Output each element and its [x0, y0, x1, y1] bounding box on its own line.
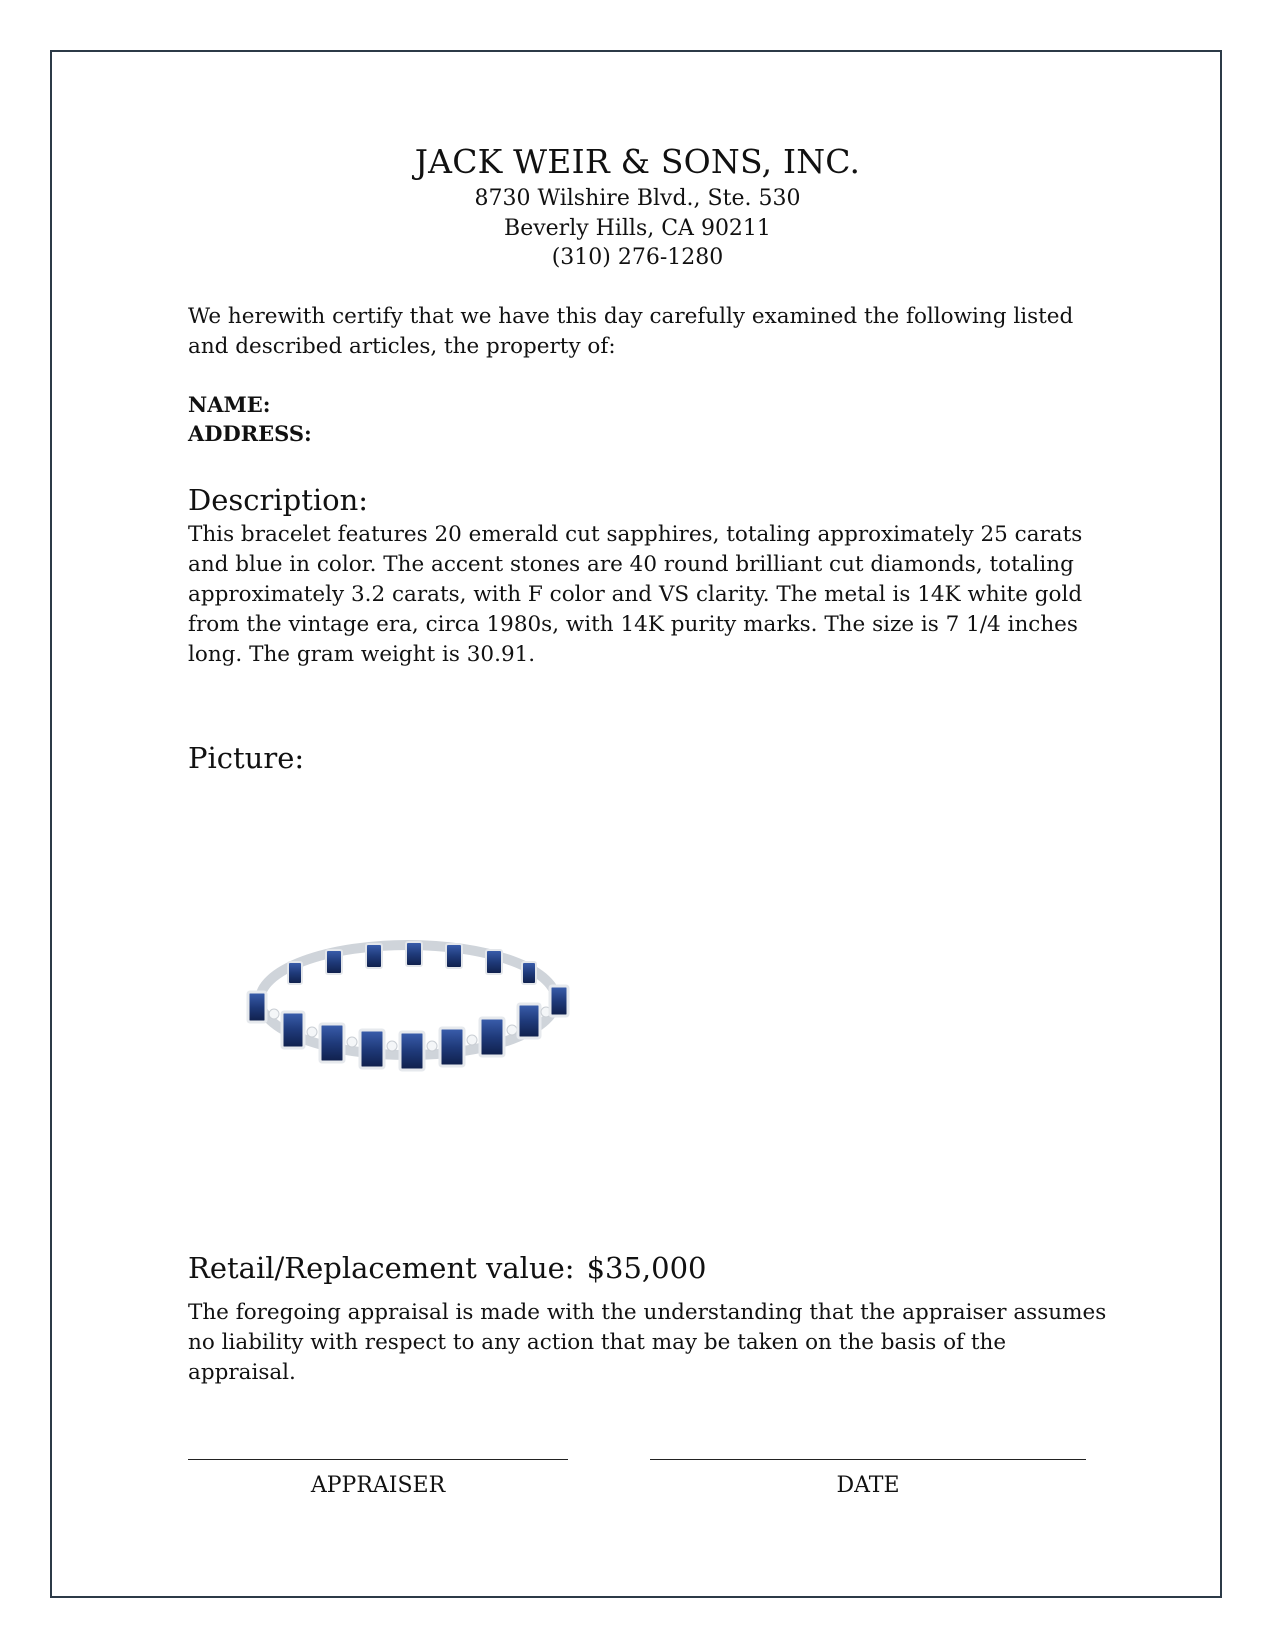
date-signature-line — [650, 1459, 1086, 1460]
company-phone: (310) 276-1280 — [551, 245, 724, 270]
bracelet-back-stones — [288, 942, 536, 984]
certification-text: We herewith certify that we have this day carefully examined the following listed and described articles, the property of: — [188, 304, 1074, 359]
date-label: DATE — [836, 1473, 900, 1498]
bracelet-image — [238, 920, 578, 1100]
company-name: JACK WEIR & SONS, INC. — [414, 142, 861, 181]
company-address-line1: 8730 Wilshire Blvd., Ste. 530 — [474, 186, 801, 211]
picture-heading: Picture: — [188, 741, 305, 775]
company-address-line2: Beverly Hills, CA 90211 — [504, 216, 771, 241]
name-label: NAME: — [188, 392, 271, 417]
appraiser-label: APPRAISER — [310, 1473, 446, 1498]
valuation — [188, 1250, 707, 1286]
address-label: ADDRESS: — [188, 421, 312, 446]
valuation-label: Retail/Replacement value: — [188, 1251, 575, 1285]
appraiser-signature-line — [188, 1459, 568, 1460]
bracelet-front-stones — [248, 986, 568, 1070]
disclaimer-text: The foregoing appraisal is made with the understanding that the appraiser assumes no liability with respect to any action that may be taken on the basis of the appraisal. — [188, 1300, 1107, 1385]
description-heading: Description: — [188, 483, 369, 517]
description-text: This bracelet features 20 emerald cut sapphires, totaling approximately 25 carats and blue in color. The accent stones are 40 round brilliant cut diamonds, totaling approximately 3.2 carats, with F color and VS clarity. The metal is 14K white gold from the vintage era, circa 1980s, with 14K purity marks. The size is 7 1/4 inches long. The gram weight is 30.91. — [188, 522, 1083, 667]
valuation-amount: $35,000 — [586, 1251, 707, 1285]
